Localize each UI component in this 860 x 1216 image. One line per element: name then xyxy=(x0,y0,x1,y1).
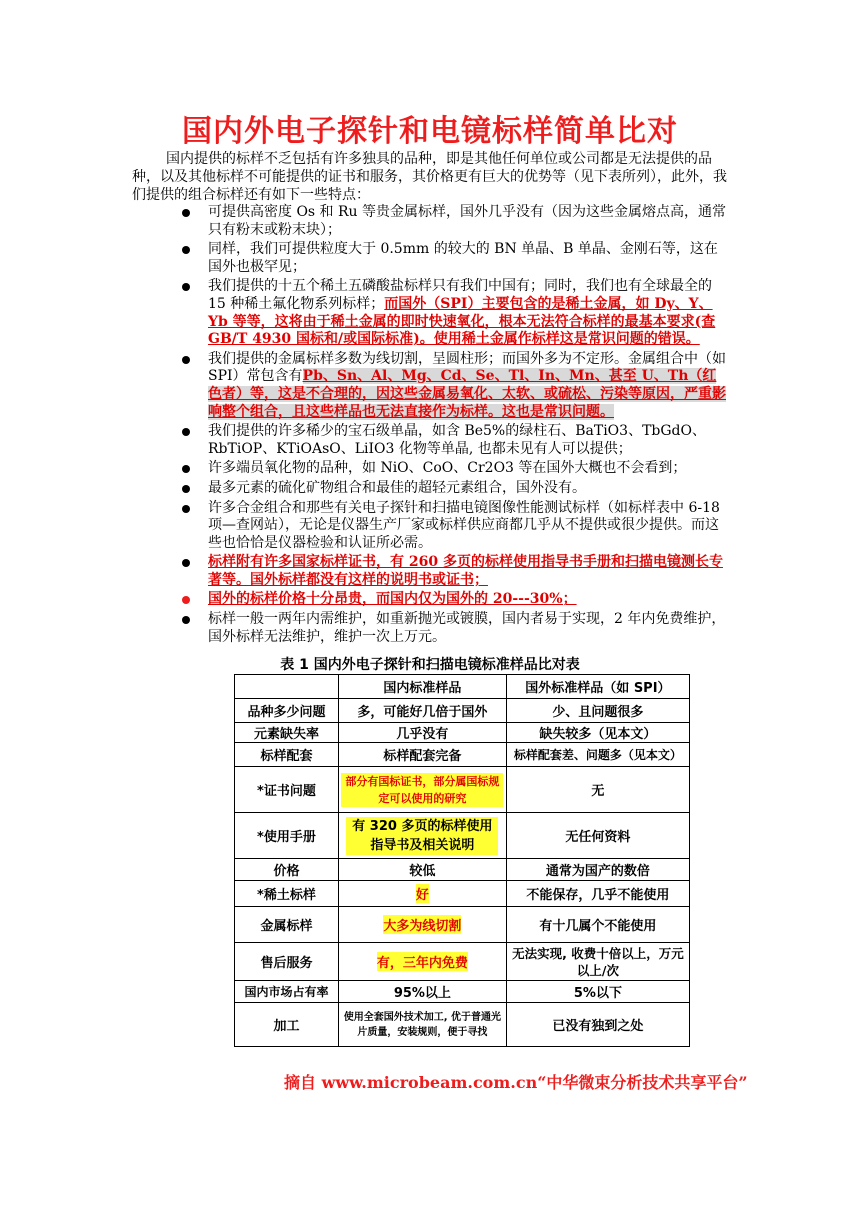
table-cell: *稀土标样 xyxy=(235,881,339,907)
table-header-row xyxy=(235,675,690,699)
feature-list xyxy=(182,204,730,648)
table-cell: 缺失较多（见本文） xyxy=(506,723,689,743)
bullet-icon xyxy=(182,356,190,364)
list-item-text: 同样，我们可提供粒度大于 0.5mm 的较大的 BN 单晶、B 单晶、金刚石等，这在国外也极罕见； xyxy=(208,241,718,275)
list-item-emphasis: 而国外（SPI）主要包含的是稀土金属，如 Dy、Y、Yb 等等，这将由于稀土金属的即时快速氧化，根本无法符合标样的最基本要求(查 GB/T 4930 国标和/或国际标准)。使用稀土金属作标样这是常识问题的错误。 xyxy=(208,295,716,348)
table-cell: *使用手册 xyxy=(235,813,339,859)
table-row xyxy=(235,881,690,907)
highlight-text: 有 320 多页的标样使用指导书及相关说明 xyxy=(346,817,498,855)
table-header-cell xyxy=(235,675,339,699)
list-item-emphasis: 国外的标样价格十分昂贵，而国内仅为国外的 20---30%； xyxy=(208,591,577,608)
table-cell: 几乎没有 xyxy=(338,723,506,743)
table-row xyxy=(235,699,690,723)
table-cell: 无法实现, 收费十倍以上，万元以上/次 xyxy=(506,943,689,981)
table-cell xyxy=(338,767,506,813)
list-item xyxy=(182,500,730,553)
list-item xyxy=(182,241,730,276)
list-item-text: 可提供高密度 Os 和 Ru 等贵金属标样，国外几乎没有（因为这些金属熔点高，通常只有粉末或粉末块）； xyxy=(208,204,727,238)
source-footer: 摘自 www.microbeam.com.cn“中华微束分析技术共享平台” xyxy=(284,1073,748,1092)
table-cell: 95%以上 xyxy=(338,981,506,1003)
table-cell xyxy=(338,813,506,859)
highlight-text: 部分有国标证书，部分属国标规定可以使用的研究 xyxy=(341,773,503,807)
table-cell: 少、且问题很多 xyxy=(506,699,689,723)
table-cell: 较低 xyxy=(338,859,506,881)
table-row xyxy=(235,1003,690,1047)
highlight-text: 好 xyxy=(416,884,429,903)
intro-paragraph xyxy=(132,150,732,204)
bullet-icon xyxy=(182,559,190,567)
bullet-icon xyxy=(182,596,190,604)
list-item-text: 标样一般一两年内需维护，如重新抛光或镀膜，国内者易于实现，2 年内免费维护，国外标样无法维护，维护一次上万元。 xyxy=(208,611,726,645)
list-item xyxy=(182,611,730,646)
bullet-icon xyxy=(182,616,190,624)
table-cell: 标样配套完备 xyxy=(338,743,506,767)
bullet-icon xyxy=(182,485,190,493)
table-cell: 多，可能好几倍于国外 xyxy=(338,699,506,723)
list-item-text: 我们提供的许多稀少的宝石级单晶，如含 Be5%的绿柱石、BaTiO3、TbGdO、RbTiOP、KTiOAsO、LiIO3 化物等单晶, 也都未见有人可以提供； xyxy=(208,423,706,457)
table-cell: 5%以下 xyxy=(506,981,689,1003)
table-cell: 加工 xyxy=(235,1003,339,1047)
page-title: 国内外电子探针和电镜标样简单比对 xyxy=(182,114,678,149)
table-cell: 金属标样 xyxy=(235,907,339,943)
table-header-cell: 国外标准样品（如 SPI） xyxy=(506,675,689,699)
intro-text: 国内提供的标样不乏包括有许多独具的品种，即是其他任何单位或公司都是无法提供的品种，以及其他标样不可能提供的证书和服务，其价格更有巨大的优势等（见下表所列），此外，我们提供的组合标样还有如下一些特点： xyxy=(132,151,727,203)
table-cell: 售后服务 xyxy=(235,943,339,981)
table-cell: 国内市场占有率 xyxy=(235,981,339,1003)
table-header-cell: 国内标准样品 xyxy=(338,675,506,699)
table-cell: 无任何资料 xyxy=(506,813,689,859)
list-item xyxy=(182,351,730,421)
table-cell: 不能保存，几乎不能使用 xyxy=(506,881,689,907)
table-cell: 无 xyxy=(506,767,689,813)
highlight-text: 有，三年内免费 xyxy=(377,952,468,971)
table-cell xyxy=(338,881,506,907)
table-cell: 已没有独到之处 xyxy=(506,1003,689,1047)
list-item-text: 许多端员氧化物的品种，如 NiO、CoO、Cr2O3 等在国外大概也不会看到； xyxy=(208,460,687,477)
table-cell: 标样配套 xyxy=(235,743,339,767)
highlight-text: 大多为线切割 xyxy=(383,915,461,934)
list-item-text: 我们提供的十五个稀土五磷酸盐标样只有我们中国有；同时，我们也有全球最全的 15 种稀土氟化物系列标样； xyxy=(208,278,712,312)
list-item-text: 我们提供的金属标样多数为线切割，呈圆柱形；而国外多为不定形。金属组合中（如 SPI）常包含有 xyxy=(208,350,726,385)
table-row xyxy=(235,767,690,813)
table-row xyxy=(235,981,690,1003)
table-caption: 表 1 国内外电子探针和扫描电镜标准样品比对表 xyxy=(280,657,580,673)
table-cell: 元素缺失率 xyxy=(235,723,339,743)
list-item xyxy=(182,480,730,498)
bullet-icon xyxy=(182,505,190,513)
table-cell xyxy=(338,943,506,981)
bullet-icon xyxy=(182,246,190,254)
table-cell: 有十几属个不能使用 xyxy=(506,907,689,943)
list-item-emphasis: 标样附有许多国家标样证书，有 260 多页的标样使用指导书手册和扫描电镜测长专著等。国外标样都没有这样的说明书或证书； xyxy=(208,554,723,588)
list-item xyxy=(182,278,730,348)
table-row xyxy=(235,859,690,881)
table-cell: 品种多少问题 xyxy=(235,699,339,723)
table-row xyxy=(235,743,690,767)
table-cell: *证书问题 xyxy=(235,767,339,813)
list-item-text: 许多合金组合和那些有关电子探针和扫描电镜图像性能测试标样（如标样表中 6-18 项—查网站），无论是仪器生产厂家或标样供应商都几乎从不提供或很少提供。而这些也恰恰是仪器检验和认证所必需。 xyxy=(208,499,720,551)
table-row xyxy=(235,813,690,859)
list-item xyxy=(182,591,730,609)
list-item xyxy=(182,554,730,589)
comparison-table xyxy=(234,674,690,1047)
table-cell xyxy=(338,907,506,943)
list-item xyxy=(182,460,730,478)
table-cell: 通常为国产的数倍 xyxy=(506,859,689,881)
bullet-icon xyxy=(182,283,190,291)
table-row xyxy=(235,943,690,981)
bullet-icon xyxy=(182,209,190,217)
list-item-emphasis: Pb、Sn、Al、Mg、Cd、Se、Tl、In、Mn、甚至 U、Th（红色者）等，这是不合理的，因这些金属易氧化、太软、或硫松、污染等原因，严重影响整个组合，且这些样品也无法直接作为标样。这也是常识问题。 xyxy=(208,368,726,420)
table-row xyxy=(235,723,690,743)
list-item xyxy=(182,204,730,239)
list-item xyxy=(182,423,730,458)
table-cell: 使用全套国外技术加工, 优于普通光片质量，安装规则，便于寻找 xyxy=(338,1003,506,1047)
bullet-icon xyxy=(182,465,190,473)
table-cell: 价格 xyxy=(235,859,339,881)
list-item-text: 最多元素的硫化矿物组合和最佳的超轻元素组合，国外没有。 xyxy=(208,479,586,496)
bullet-icon xyxy=(182,428,190,436)
table-cell: 标样配套差、问题多（见本文） xyxy=(506,743,689,767)
table-row xyxy=(235,907,690,943)
